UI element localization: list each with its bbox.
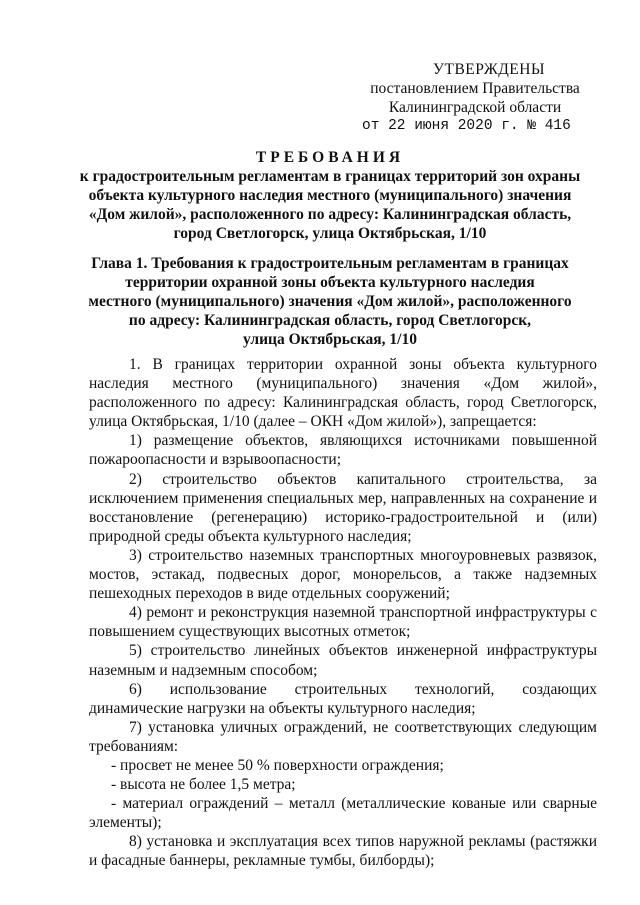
paragraph: 6) использование строительных технологий, создающих динамические нагрузки на объекты культурного наследия; [89, 680, 597, 717]
paragraph: 1. В границах территории охранной зоны объекта культурного наследия местного (муниципального) значения «Дом жилой», расположенного по адресу: Калининградская область, город Светлогорск, улица Октябрьская, 1/10 (далее – ОКН «Дом жилой»), запрещается: [89, 356, 597, 431]
approval-line-2: Калининградской области [388, 99, 562, 116]
paragraph: 3) строительство наземных транспортных многоуровневых развязок, мостов, эстакад, подвесных дорог, монорельсов, а также надземных пешеходных переходов в виде отдельных сооружений; [89, 546, 597, 603]
chapter-heading-line: по адресу: Калининградская область, город Светлогорск, [128, 312, 532, 329]
requirements-subtitle-line: к градостроительным регламентам в границах территорий зон охраны [79, 168, 581, 185]
paragraph: 7) установка уличных ограждений, не соответствующих следующим требованиям: [89, 718, 597, 755]
paragraph: 8) установка и эксплуатация всех типов наружной рекламы (растяжки и фасадные баннеры, рекламные тумбы, билборды); [89, 833, 597, 870]
chapter-heading [60, 254, 600, 349]
approval-line-1: постановлением Правительства [370, 80, 580, 97]
sub-paragraph: - высота не более 1,5 метра; [111, 776, 296, 794]
paragraph: 5) строительство линейных объектов инженерной инфраструктуры наземным и надземным способом; [89, 642, 597, 679]
chapter-heading-line: Глава 1. Требования к градостроительным регламентам в границах [91, 255, 569, 272]
requirements-subtitle-line: город Светлогорск, улица Октябрьская, 1/10 [173, 225, 487, 242]
chapter-heading-line: улица Октябрьская, 1/10 [243, 331, 417, 348]
paragraph: 4) ремонт и реконструкция наземной транспортной инфраструктуры с повышением существующих высотных отметок; [89, 604, 597, 641]
approval-title: УТВЕРЖДЕНЫ [433, 61, 545, 78]
paragraph: 1) размещение объектов, являющихся источниками повышенной пожароопасности и взрывоопасности; [89, 432, 597, 469]
requirements-title: ТРЕБОВАНИЯ [255, 149, 405, 166]
requirements-heading [60, 148, 600, 243]
approval-block [362, 60, 580, 134]
chapter-heading-line: территории охранной зоны объекта культурного наследия [125, 274, 535, 291]
chapter-heading-line: местного (муниципального) значения «Дом жилой», расположенного [88, 293, 572, 310]
sub-paragraph: - материал ограждений – металл (металлические кованые или сварные элементы); [89, 795, 597, 832]
approval-date: от 22 июня 2020 г. № 416 [362, 118, 571, 134]
sub-paragraph: - просвет не менее 50 % поверхности ограждения; [111, 756, 444, 774]
paragraph: 2) строительство объектов капитального строительства, за исключением применения специальных мер, направленных на сохранение и восстановление (регенерацию) историко-градостроительной и (или) природной среды объекта культурного наследия; [89, 470, 597, 545]
requirements-subtitle-line: «Дом жилой», расположенного по адресу: Калининградская область, [88, 206, 572, 223]
body-text [89, 355, 597, 871]
requirements-subtitle-line: объекта культурного наследия местного (муниципального) значения [88, 187, 572, 204]
